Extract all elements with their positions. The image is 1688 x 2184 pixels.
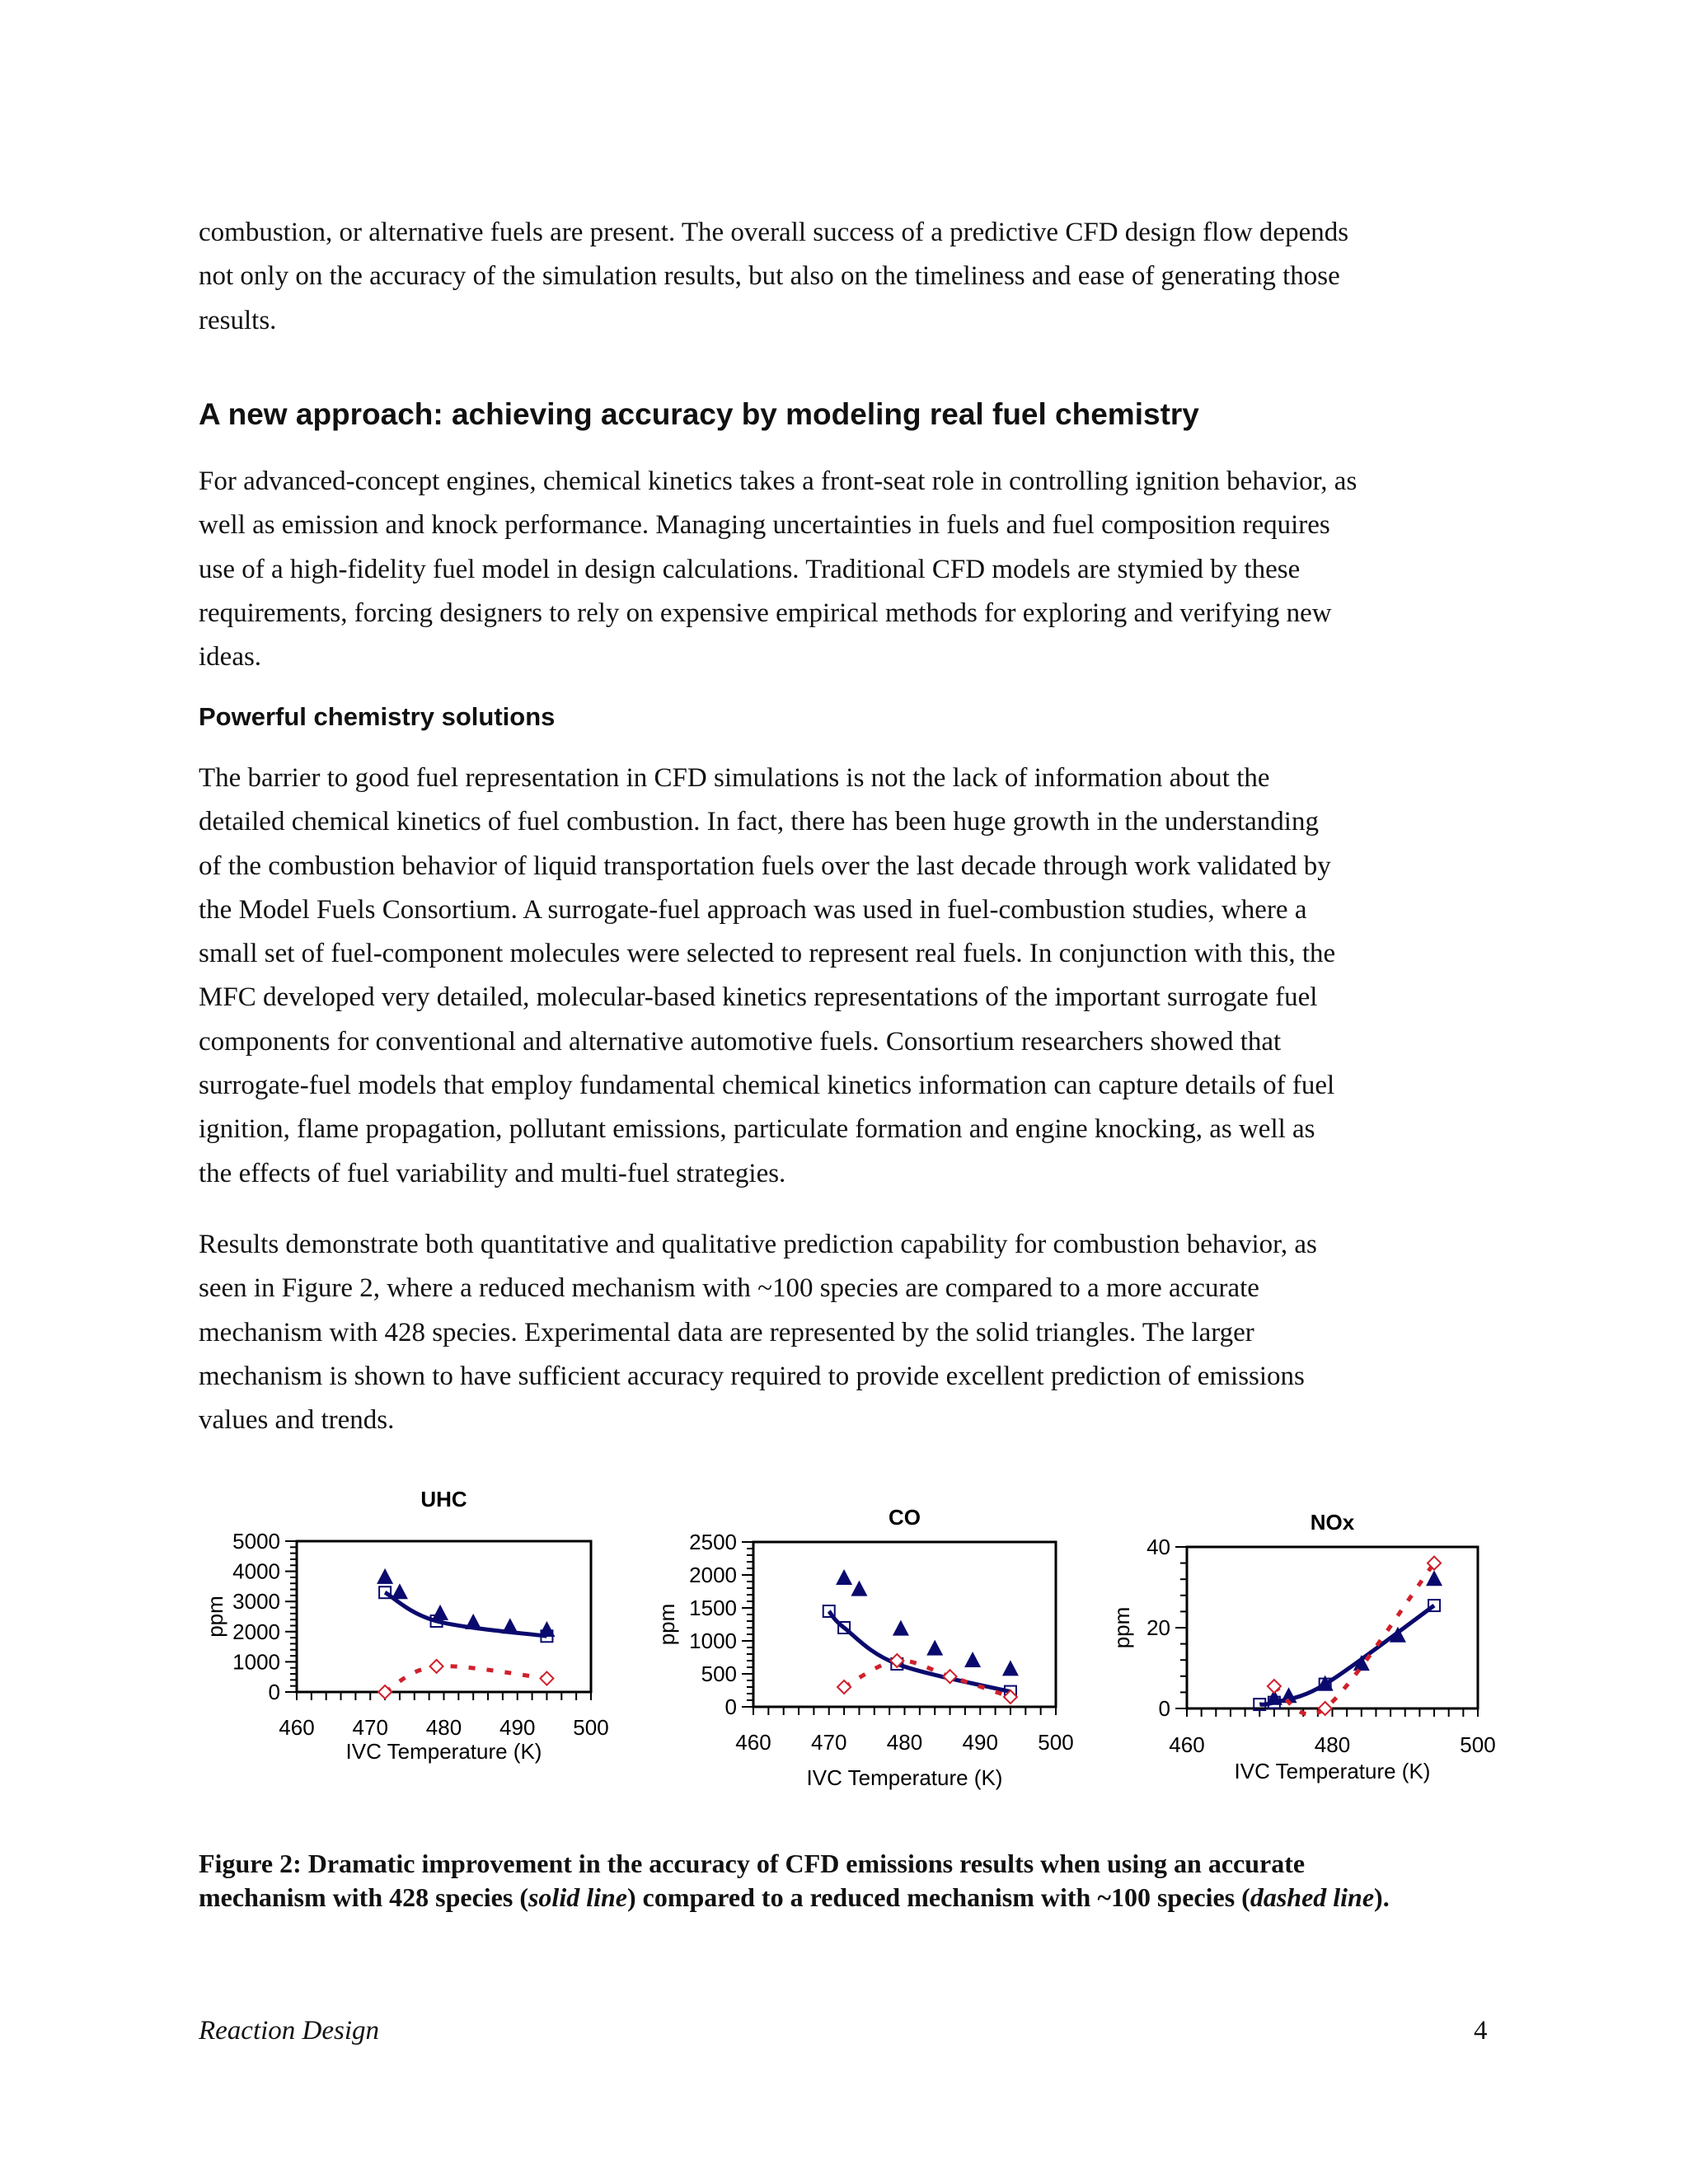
caption-text: mechanism with 428 species ( (199, 1882, 528, 1912)
plot-area (753, 1542, 1056, 1707)
text-line: ignition, flame propagation, pollutant emissions, particulate formation and engine knocking, as well as (199, 1114, 1315, 1145)
y-tick-label: 0 (1158, 1696, 1170, 1721)
text-line: ideas. (199, 642, 262, 673)
x-axis-label: IVC Temperature (K) (1234, 1759, 1431, 1783)
x-tick-label: 470 (811, 1730, 847, 1755)
x-tick-label: 460 (1169, 1732, 1205, 1757)
y-tick-label: 0 (724, 1694, 737, 1719)
x-axis-label: IVC Temperature (K) (345, 1739, 542, 1764)
subsection-heading: Powerful chemistry solutions (199, 702, 556, 731)
text-line: not only on the accuracy of the simulation results, but also on the timeliness and ease of generating those (199, 261, 1340, 292)
text-line: mechanism with 428 species. Experimental data are represented by the solid triangles. The larger (199, 1317, 1254, 1347)
y-tick-label: 5000 (232, 1529, 280, 1554)
text-line: The barrier to good fuel representation in CFD simulations is not the lack of information about the (199, 763, 1270, 793)
y-tick-label: 1000 (232, 1649, 280, 1675)
x-tick-label: 480 (886, 1730, 923, 1755)
caption-line-2 (199, 1881, 1390, 1915)
x-tick-label: 490 (962, 1730, 998, 1755)
x-tick-label: 500 (1038, 1730, 1074, 1755)
y-tick-label: 2500 (689, 1530, 737, 1554)
chart-title: UHC (420, 1487, 467, 1511)
figure-caption (199, 1847, 1390, 1915)
x-tick-label: 470 (352, 1715, 388, 1740)
chart-nox (1109, 1510, 1496, 1783)
caption-dashed-line: dashed line (1250, 1882, 1375, 1912)
y-tick-label: 4000 (232, 1558, 280, 1584)
chart-title: CO (889, 1505, 921, 1530)
text-line: small set of fuel-component molecules were selected to represent real fuels. In conjunction with this, the (199, 939, 1336, 969)
y-tick-label: 2000 (232, 1619, 280, 1644)
text-line: use of a high-fidelity fuel model in design calculations. Traditional CFD models are stymied by these (199, 554, 1301, 584)
x-tick-label: 480 (1314, 1732, 1351, 1757)
text-line: well as emission and knock performance. Managing uncertainties in fuels and fuel composition requires (199, 510, 1330, 541)
y-tick-label: 1500 (689, 1596, 737, 1620)
x-axis-label: IVC Temperature (K) (806, 1765, 1003, 1790)
chart-co (654, 1505, 1074, 1790)
y-axis-label: ppm (1109, 1606, 1134, 1649)
caption-text: ). (1374, 1882, 1390, 1912)
caption-line-1: Figure 2: Dramatic improvement in the accuracy of CFD emissions results when using an accurate (199, 1849, 1306, 1878)
chart-title: NOx (1310, 1510, 1355, 1535)
x-tick-label: 490 (499, 1715, 536, 1740)
text-line: of the combustion behavior of liquid transportation fuels over the last decade through work validated by (199, 851, 1331, 881)
text-line: requirements, forcing designers to rely on expensive empirical methods for exploring and verifying new (199, 598, 1332, 628)
x-tick-label: 460 (279, 1715, 315, 1740)
text-line: mechanism is shown to have sufficient accuracy required to provide excellent prediction of emissions (199, 1361, 1305, 1391)
text-line: seen in Figure 2, where a reduced mechanism with ~100 species are compared to a more accurate (199, 1273, 1259, 1304)
page-number: 4 (1474, 2016, 1488, 2046)
text-line: detailed chemical kinetics of fuel combustion. In fact, there has been huge growth in the understanding (199, 807, 1319, 837)
y-axis-label: ppm (654, 1603, 679, 1646)
text-line: components for conventional and alternative automotive fuels. Consortium researchers showed that (199, 1026, 1282, 1057)
y-tick-label: 2000 (689, 1563, 737, 1587)
caption-text: ) compared to a reduced mechanism with ~100 species ( (626, 1882, 1250, 1912)
text-line: For advanced-concept engines, chemical kinetics takes a front-seat role in controlling ignition behavior, as (199, 466, 1357, 496)
y-tick-label: 20 (1146, 1615, 1170, 1640)
x-tick-label: 500 (573, 1715, 609, 1740)
text-line: the effects of fuel variability and multi-fuel strategies. (199, 1158, 786, 1188)
caption-solid-line: solid line (528, 1882, 627, 1912)
text-line: values and trends. (199, 1405, 395, 1436)
x-tick-label: 460 (735, 1730, 771, 1755)
y-tick-label: 40 (1146, 1535, 1170, 1559)
x-tick-label: 480 (425, 1715, 462, 1740)
chart-uhc (203, 1487, 609, 1764)
y-tick-label: 0 (268, 1680, 280, 1704)
y-tick-label: 1000 (689, 1629, 737, 1653)
y-axis-label: ppm (203, 1596, 227, 1638)
section-heading: A new approach: achieving accuracy by modeling real fuel chemistry (199, 397, 1199, 431)
text-line: combustion, or alternative fuels are present. The overall success of a predictive CFD design flow depends (199, 218, 1349, 247)
text-line: results. (199, 305, 277, 335)
y-tick-label: 500 (701, 1661, 737, 1686)
footer-company: Reaction Design (199, 2016, 380, 2046)
text-line: Results demonstrate both quantitative and qualitative prediction capability for combustion behavior, as (199, 1230, 1317, 1259)
y-tick-label: 3000 (232, 1589, 280, 1615)
text-line: surrogate-fuel models that employ fundamental chemical kinetics information can capture details of fuel (199, 1071, 1335, 1101)
x-tick-label: 500 (1460, 1732, 1496, 1757)
text-line: MFC developed very detailed, molecular-based kinetics representations of the important surrogate fuel (199, 982, 1318, 1013)
text-line: the Model Fuels Consortium. A surrogate-fuel approach was used in fuel-combustion studies, where a (199, 894, 1307, 925)
